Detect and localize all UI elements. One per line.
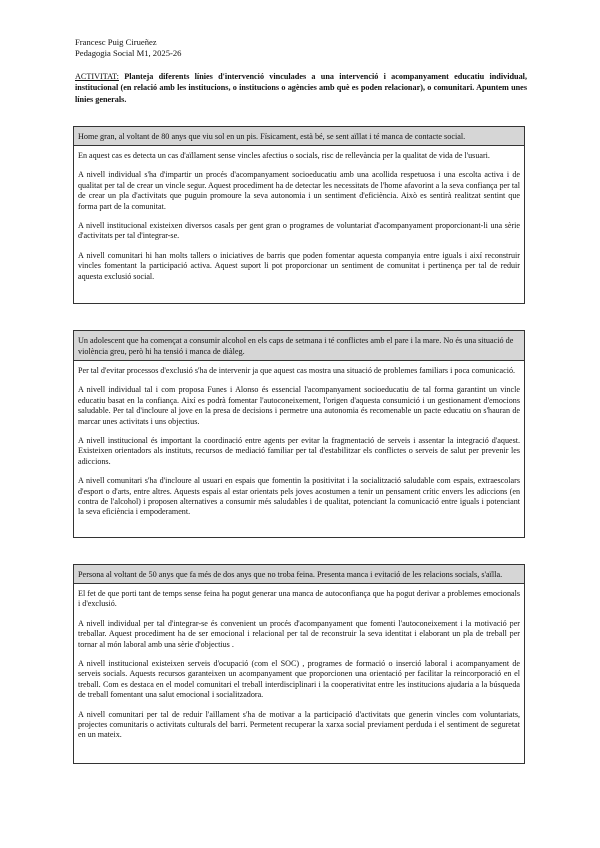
case-title: Un adolescent que ha començat a consumir alcohol en els caps de setmana i té conflictes amb el pare i la mare. No és una situació de violència greu, però hi ha tensió i manca de diàleg. <box>74 331 524 361</box>
activity-label: ACTIVITAT: <box>75 72 119 81</box>
case-paragraph: A nivell institucional existeixen serveis d'ocupació (com el SOC) , programes de formació o inserció laboral i acompanyament de serveis socials. Aquests recursos garanteixen un acompanyament que proporcionen una orientació per facilitar la reincorporació en el treball. Com es destaca en el model comunitari el treball interdisciplinari i la cooperativitat entre les institucions ajudaria a la búsqueda de treball fomentant una salut emocional i socialitzadora. <box>78 659 520 700</box>
case-paragraph: A nivell comunitari s'ha d'incloure al usuari en espais que fomentin la positivitat i la socialització saludable com espais, extraescolars d'esport o d'arts, entre altres. Aquests espais al estar orientats pels joves acostumen a tenir un pensament crític envers les adiccions (en contra de l'alcohol) i proposen alternatives a consumir més saludables i de qualitat, potenciant la comunicació entre iguals i potenciant la seva eficiència i empoderament. <box>78 476 520 517</box>
author-name: Francesc Puig Cirueñez <box>75 37 157 47</box>
case-body <box>74 146 524 288</box>
case-paragraph: A nivell institucional existeixen diversos casals per gent gran o programes de voluntariat d'acompanyament proporcionant-li una sèrie d'activitats per tal d'integrar-se. <box>78 221 520 241</box>
activity-statement <box>75 71 527 105</box>
case-box-2 <box>73 330 525 538</box>
case-paragraph: A nivell individual tal i com proposa Funes i Alonso és essencial l'acompanyament socioeducatiu de tal forma garantint un vincle educatiu basat en la confiança. Així es podrà fomentar l'autoconeixement, l'origen d'aquesta consumició i un gestionament d'emocions saludable. Per tal d'incloure al jove en la presa de decisions i permetre una autonomia és recomenable un pacte educatiu on s'hauran de marcar unes activitats i uns objectius. <box>78 385 520 426</box>
activity-prompt: Planteja diferents línies d'intervenció vinculades a una intervenció i acompanyament educatiu individual, institucional (en relació amb les institucions, o institucions o agències amb què es poden relacionar), o comunitari. Apuntem unes línies generals. <box>75 72 528 104</box>
case-body <box>74 361 524 524</box>
case-body <box>74 584 524 747</box>
case-paragraph: A nivell individual per tal d'integrar-se és convenient un procés d'acompanyament que fomenti l'autoconeixement i la motivació per treballar. Aquest procediment ha de ser emocional i relacional per tal de reconstruir la seva identitat i elaborant un pla de treball per tornar al món laboral amb una sèrie d'objectius . <box>78 618 520 649</box>
case-paragraph: A nivell comunitari hi han molts tallers o iniciatives de barris que poden fomentar aquesta companyia entre iguals i així reconstruir vincles fomentant la participació activa. Aquest suport li pot proporcionar un sentiment de comunitat i pertinença per tal de reduir aquesta exclusió social. <box>78 250 520 281</box>
case-paragraph: A nivell institucional és important la coordinació entre agents per evitar la fragmentació de serveis i assentar la integració d'aquest. Existeixen orientadors als instituts, recursos de mediació familiar per tal d'estabilitzar els conflictes o serveis de salut per prevenir les adiccions. <box>78 436 520 466</box>
course-name: Pedagogia Social M1, 2025-26 <box>75 48 182 58</box>
case-paragraph: El fet de que porti tant de temps sense feina ha pogut generar una manca de autoconfiança que ha pogut derivar a problemes emocionals i d'exclusió. <box>78 589 520 609</box>
case-box-3 <box>73 564 525 764</box>
author-block <box>75 37 181 59</box>
case-paragraph: Per tal d'evitar processos d'exclusió s'ha de intervenir ja que aquest cas mostra una situació de problemes familiars i poca comunicació. <box>78 366 516 375</box>
case-paragraph: A nivell individual s'ha d'impartir un procés d'acompanyament socioeducatiu amb una acollida respetuosa i una escolta activa i de qualitat per tal de crear un vincle segur. Aquest procediment ha de detectar les necessitats de l'home afavorint a la seva confiança per tal de crear un pla d'activitats que puguin promoure la seva autonomia i un sentiment d'eficiència. Això es sentirà realitzat sentint que forma part de la comunitat. <box>78 170 520 211</box>
case-paragraph: En aquest cas es detecta un cas d'aïllament sense vincles afectius o socials, risc de rellevància per la qualitat de vida de l'usuari. <box>78 151 490 160</box>
case-paragraph: A nivell comunitari per tal de reduir l'aïllament s'ha de motivar a la participació d'activitats que generin vincles com voluntariats, projectes comunitaris o activitats culturals del barri. Permetent recuperar la xarxa social previament perduda i el sentiment de seguretat en un mateix. <box>78 709 520 740</box>
case-box-1 <box>73 126 525 304</box>
case-title: Home gran, al voltant de 80 anys que viu sol en un pis. Físicament, està bé, se sent aïllat i té manca de contacte social. <box>74 127 524 146</box>
case-title: Persona al voltant de 50 anys que fa més de dos anys que no troba feina. Presenta manca i evitació de les relacions socials, s'aïlla. <box>74 565 524 584</box>
